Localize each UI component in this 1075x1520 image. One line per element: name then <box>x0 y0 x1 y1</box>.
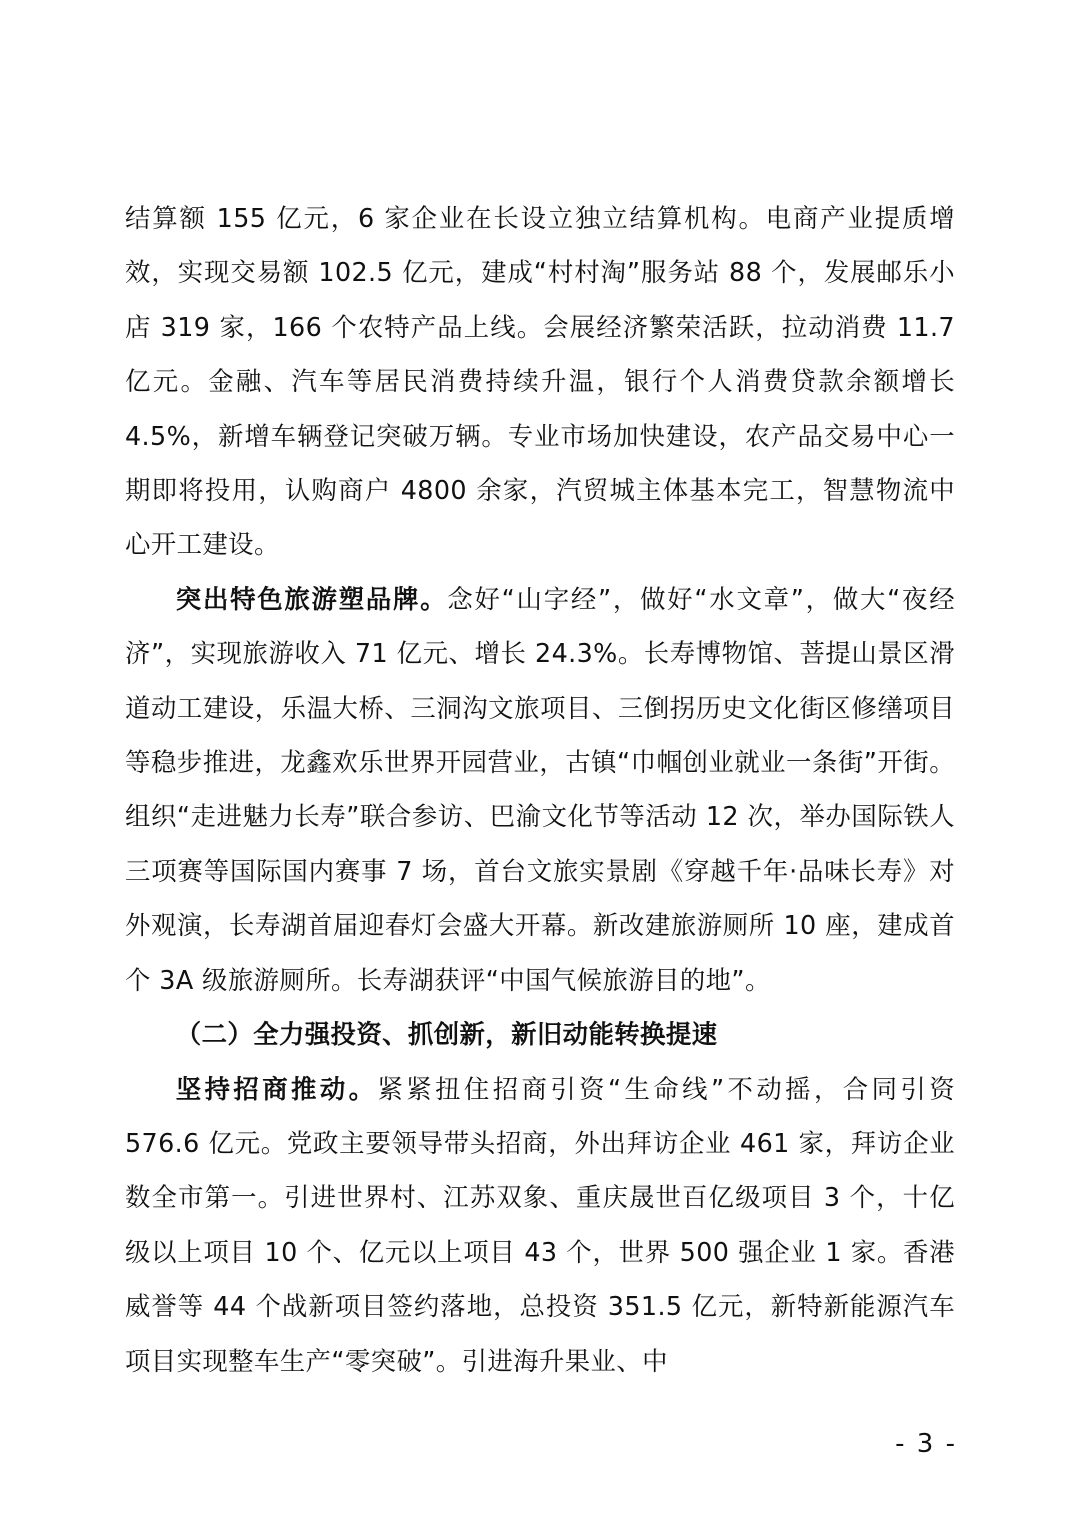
document-body <box>125 191 955 1388</box>
page-number: - 3 - <box>895 1429 957 1459</box>
paragraph-investment-text: 紧紧扭住招商引资“生命线”不动摇，合同引资 576.6 亿元。党政主要领导带头招商，外出拜访企业 461 家，拜访企业数全市第一。引进世界村、江苏双象、重庆晟世百亿级项目 3 个，十亿级以上项目 10 个、亿元以上项目 43 个，世界 500 强企业 1 家。香港威誉等 44 个战新项目签约落地，总投资 351.5 亿元，新特新能源汽车项目实现整车生产“零突破”。引进海升果业、中 <box>125 1073 955 1376</box>
paragraph-commerce <box>125 191 955 572</box>
paragraph-investment <box>125 1062 955 1388</box>
paragraph-investment-lead: 坚持招商推动。 <box>175 1073 378 1104</box>
paragraph-tourism-text: 念好“山字经”，做好“水文章”，做大“夜经济”，实现旅游收入 71 亿元、增长 24.3%。长寿博物馆、菩提山景区滑道动工建设，乐温大桥、三洞沟文旅项目、三倒拐历史文化街区修缮项目等稳步推进，龙鑫欢乐世界开园营业，古镇“巾帼创业就业一条街”开街。组织“走进魅力长寿”联合参访、巴渝文化节等活动 12 次，举办国际铁人三项赛等国际国内赛事 7 场，首台文旅实景剧《穿越千年·品味长寿》对外观演，长寿湖首届迎春灯会盛大开幕。新改建旅游厕所 10 座，建成首个 3A 级旅游厕所。长寿湖获评“中国气候旅游目的地”。 <box>125 583 955 995</box>
paragraph-tourism <box>125 572 955 1007</box>
paragraph-commerce-text: 结算额 155 亿元，6 家企业在长设立独立结算机构。电商产业提质增效，实现交易额 102.5 亿元，建成“村村淘”服务站 88 个，发展邮乐小店 319 家，166 个农特产品上线。会展经济繁荣活跃，拉动消费 11.7 亿元。金融、汽车等居民消费持续升温，银行个人消费贷款余额增长 4.5%，新增车辆登记突破万辆。专业市场加快建设，农产品交易中心一期即将投用，认购商户 4800 余家，汽贸城主体基本完工，智慧物流中心开工建设。 <box>125 203 955 560</box>
paragraph-tourism-lead: 突出特色旅游塑品牌。 <box>175 583 448 614</box>
section-heading: （二）全力强投资、抓创新，新旧动能转换提速 <box>175 1019 718 1050</box>
